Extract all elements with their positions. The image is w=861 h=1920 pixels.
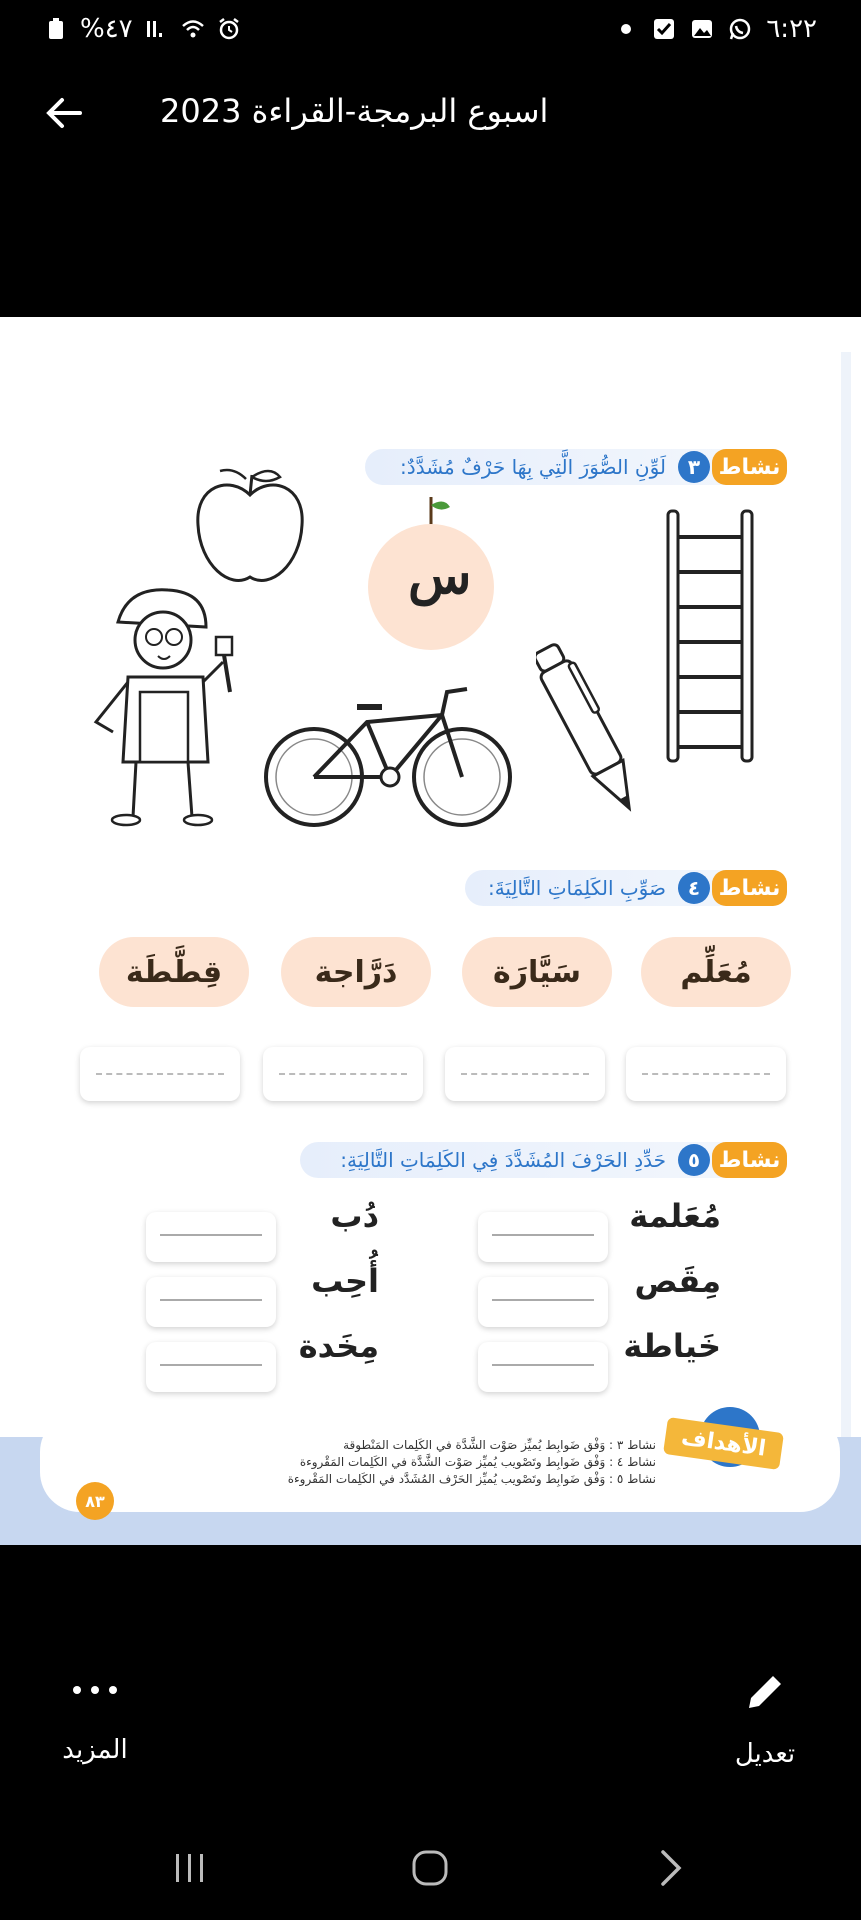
activity5-answer-box[interactable] xyxy=(478,1212,608,1262)
activity5-number: ٥ xyxy=(678,1144,710,1176)
edit-label: تعديل xyxy=(734,1739,796,1769)
whatsapp-icon xyxy=(728,17,752,41)
activity3-number: ٣ xyxy=(678,451,710,483)
goals-label: الأهداف xyxy=(663,1417,784,1470)
status-time: ٦:٢٢ xyxy=(766,14,817,44)
page-number: ٨٣ xyxy=(76,1482,114,1520)
wifi-icon xyxy=(181,17,205,41)
status-left xyxy=(44,14,241,44)
goal-line: نشاط ٥ : وَفْق ضَوابِط وتَصْويب يُميِّز الحَرْف المُشَدَّد في الكَلِمات المَقْروءة xyxy=(287,1472,656,1486)
home-icon[interactable] xyxy=(410,1848,450,1888)
word-blob-4: قِطَّطَة xyxy=(99,937,249,1007)
activity3-badge: نشاط xyxy=(712,449,787,485)
signal-icon xyxy=(145,17,169,41)
battery-percent: %٤٧ xyxy=(80,14,133,44)
word-blob-2: سَيَّارَة xyxy=(462,937,612,1007)
ladder-icon[interactable] xyxy=(662,507,758,765)
activity3-instruction: لَوِّنِ الصُّوَرَ الَّتِي بِهَا حَرْفٌ مُشَدَّدٌ: xyxy=(400,455,666,479)
apple-icon[interactable] xyxy=(190,465,310,595)
pencil-icon xyxy=(743,1670,787,1714)
more-button[interactable] xyxy=(50,1675,140,1765)
page-edge xyxy=(841,352,851,1545)
activity4-instruction: صَوِّبِ الكَلِمَاتِ التَّالِيَةَ: xyxy=(487,876,666,900)
activity5-answer-box[interactable] xyxy=(146,1277,276,1327)
activity5-instruction: حَدِّدِ الحَرْفَ المُشَدَّدَ فِي الكَلِمَاتِ التَّالِيَةِ: xyxy=(340,1148,666,1172)
status-right xyxy=(614,14,817,44)
recents-icon[interactable] xyxy=(170,1850,210,1886)
goal-line: نشاط ٤ : وَفْق ضَوابِط وتَصْويب يُميِّز صَوْت الشَّدَّة في الكَلِمات المَقْروءة xyxy=(299,1455,656,1469)
page-title: اسبوع البرمجة-القراءة 2023 xyxy=(160,92,549,130)
worksheet-page[interactable] xyxy=(0,317,861,1545)
activity5-badge: نشاط xyxy=(712,1142,787,1178)
alarm-icon xyxy=(217,17,241,41)
answer-box-3[interactable] xyxy=(263,1047,423,1101)
battery-icon xyxy=(44,17,68,41)
activity5-word: مِخَدة xyxy=(298,1327,379,1365)
activity5-answer-box[interactable] xyxy=(478,1277,608,1327)
activity4-badge: نشاط xyxy=(712,870,787,906)
answer-box-4[interactable] xyxy=(80,1047,240,1101)
app-bar xyxy=(0,80,861,150)
activity5-word: مُعَلمة xyxy=(629,1197,721,1235)
pen-icon[interactable] xyxy=(536,629,636,829)
activity5-word: خَياطة xyxy=(623,1327,721,1365)
activity5-answer-box[interactable] xyxy=(478,1342,608,1392)
activity5-answer-box[interactable] xyxy=(146,1342,276,1392)
back-arrow-icon[interactable] xyxy=(40,88,90,138)
answer-box-2[interactable] xyxy=(445,1047,605,1101)
answer-box-1[interactable] xyxy=(626,1047,786,1101)
activity5-word: أُحِب xyxy=(311,1262,379,1300)
word-blob-1: مُعَلِّم xyxy=(641,937,791,1007)
checkbox-icon xyxy=(652,17,676,41)
goal-line: نشاط ٣ : وَفْق ضَوابِط يُميِّز صَوْت الشَّدَّة في الكَلِمات المَنْطوقة xyxy=(343,1438,656,1452)
nav-back-icon[interactable] xyxy=(655,1848,685,1888)
activity5-answer-box[interactable] xyxy=(146,1212,276,1262)
activity4-number: ٤ xyxy=(678,872,710,904)
bicycle-icon[interactable] xyxy=(262,687,517,832)
fruit-letter: س xyxy=(408,545,472,606)
word-blob-3: دَرَّاجة xyxy=(281,937,431,1007)
activity5-word: مِقَص xyxy=(634,1262,721,1300)
more-dots-icon xyxy=(71,1682,119,1698)
status-bar xyxy=(0,0,861,60)
dot-icon xyxy=(614,17,638,41)
activity5-word: دُب xyxy=(330,1197,379,1235)
edit-button[interactable] xyxy=(720,1670,810,1769)
image-icon xyxy=(690,17,714,41)
teacher-figure-icon[interactable] xyxy=(88,582,248,827)
more-label: المزيد xyxy=(62,1735,128,1765)
